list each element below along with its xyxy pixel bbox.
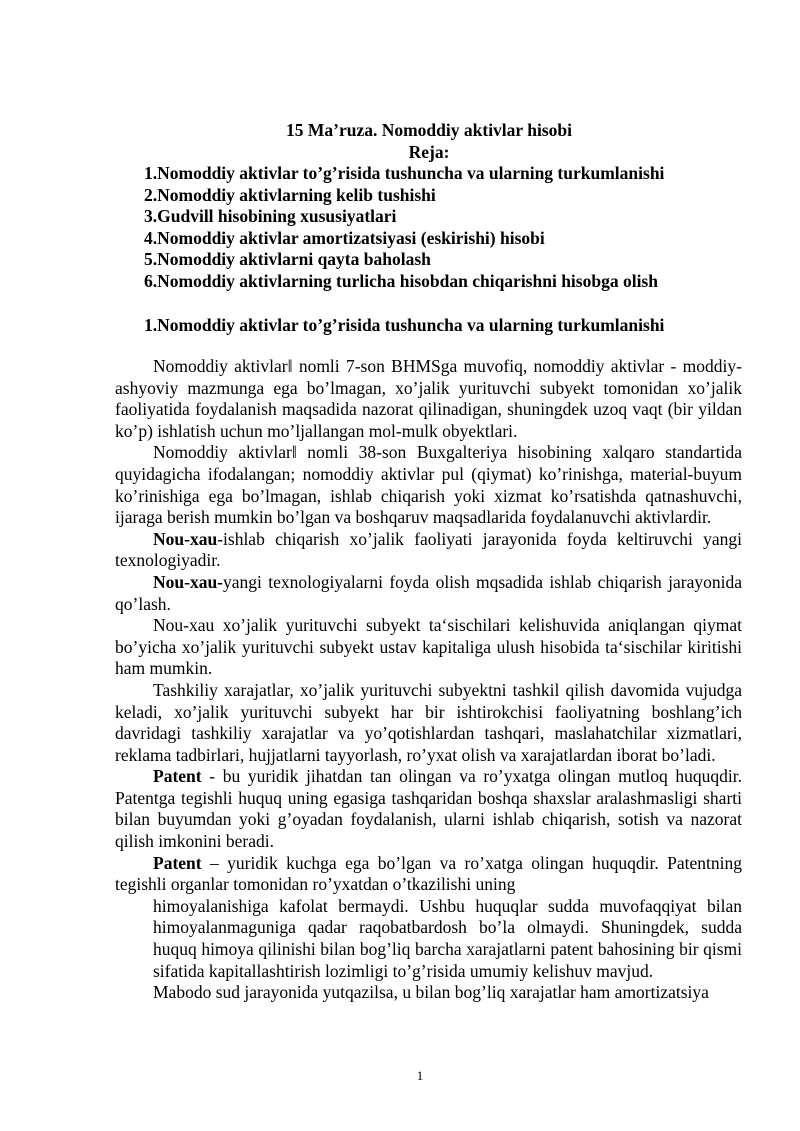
- paragraph-text: - bu yuridik jihatdan tan olingan va ro’yxatga olingan mutloq huquqdir. Patentga tegishli huquq uning egasiga tashqaridan boshqa shaxslar aralashmasligi sharti bilan buyumdan yoki g’oyadan foydalanish, ularni ishlab chiqarish, sotish va nazorat qilish imkonini beradi.: [115, 766, 742, 852]
- term-bold: Nou-xau-: [153, 571, 224, 592]
- plan-item: 1.Nomoddiy aktivlar to’g’risida tushuncha va ularning turkumlanishi: [144, 163, 665, 183]
- term-bold: Nou-xau: [153, 528, 218, 549]
- paragraph: [115, 615, 742, 680]
- plan-label: Reja:: [408, 142, 450, 162]
- paragraph: [115, 766, 742, 852]
- paragraph-text: Nomoddiy aktivlar‖ nomli 7-son BHMSga muvofiq, nomoddiy aktivlar - moddiy-ashyoviy mazmunga ega bo’lmagan, xo’jalik yurituvchi subyekt tomonidan xo’jalik faoliyatida foydalanish maqsadida nazorat qilinadigan, shuningdek uzoq vaqt (bir yildan ko’p) ishlatish uchun mo’ljallangan mol-mulk obyektlari.: [115, 356, 742, 441]
- body-text: [115, 356, 742, 1004]
- paragraph: [115, 680, 742, 766]
- paragraph-text: -ishlab chiqarish xo’jalik faoliyati jarayonida foyda keltiruvchi yangi texnologiyadir.: [115, 528, 742, 571]
- paragraph: [115, 356, 742, 442]
- paragraph: [115, 853, 742, 896]
- paragraph: [115, 572, 742, 615]
- paragraph-text: yangi texnologiyalarni foyda olish mqsadida ishlab chiqarish jarayonida qo’lash.: [115, 571, 742, 614]
- section-heading: 1.Nomoddiy aktivlar to’g’risida tushuncha va ularning turkumlanishi: [144, 315, 665, 335]
- page-number: 1: [416, 1068, 424, 1083]
- plan-list: [144, 163, 664, 293]
- paragraph: [115, 896, 742, 982]
- paragraph-text: Mabodo sud jarayonida yutqazilsa, u bilan bog’liq xarajatlar ham amortizatsiya: [153, 982, 709, 1003]
- plan-item: 5.Nomoddiy aktivlarni qayta baholash: [144, 249, 431, 270]
- plan-item: 6.Nomoddiy aktivlarning turlicha hisobdan chiqarishni hisobga olish: [144, 270, 658, 291]
- lecture-title: 15 Ma’ruza. Nomoddiy aktivlar hisobi: [285, 120, 572, 140]
- paragraph-text: – yuridik kuchga ega bo’lgan va ro’xatga olingan huquqdir. Patentning tegishli organlar tomonidan ro’yxatdan o’tkazilishi uning: [115, 852, 742, 895]
- paragraph-text: Nou-xau xo’jalik yurituvchi subyekt ta‘sischilari kelishuvida aniqlangan qiymat bo’yicha xo’jalik yurituvchi subyekt ustav kapitaliga ulush hisobida ta‘sischilar kiritishi ham mumkin.: [115, 615, 742, 679]
- paragraph: [115, 982, 742, 1004]
- term-bold: Patent: [153, 766, 202, 787]
- paragraph-text: Nomoddiy aktivlar‖ nomli 38-son Buxgalteriya hisobining xalqaro standartida quyidagicha ifodalangan; nomoddiy aktivlar pul (qiymat) ko’rinishga, material-buyum ko’rinishiga ega bo’lmagan, ishlab chiqarish yoki xizmat ko’rsatishda qatnashuvchi, ijaraga berish mumkin bo’lgan va boshqaruv maqsadlarida foydalanuvchi aktivlardir.: [115, 442, 742, 528]
- paragraph: [115, 529, 742, 572]
- plan-item: 2.Nomoddiy aktivlarning kelib tushishi: [144, 184, 436, 205]
- paragraph: [115, 442, 742, 528]
- plan-item: 4.Nomoddiy aktivlar amortizatsiyasi (eskirishi) hisobi: [144, 227, 545, 248]
- term-bold: Patent: [153, 852, 202, 873]
- paragraph-text: himoyalanishiga kafolat bermaydi. Ushbu huquqlar sudda muvofaqqiyat bilan himoyalanmaguniga qadar raqobatbardosh bo’la olmaydi. Shuningdek, sudda huquq himoya qilinishi bilan bog’liq barcha xarajatlarni patent bahosining bir qismi sifatida kapitallashtirish lozimligi to’g’risida umumiy kelishuv mavjud.: [153, 895, 742, 981]
- paragraph-text: Tashkiliy xarajatlar, xo’jalik yurituvchi subyektni tashkil qilish davomida vujudga keladi, xo’jalik yurituvchi subyekt har bir ishtirokchisi faoliyatning boshlang’ich davridagi tashkiliy xarajatlar va yo’qotishlardan tashqari, maslahatchilar xizmatlari, reklama tadbirlari, hujjatlarni tayyorlash, ro’yxat olish va xarajatlardan iborat bo’ladi.: [115, 679, 742, 765]
- plan-item: 3.Gudvill hisobining xususiyatlari: [144, 206, 397, 227]
